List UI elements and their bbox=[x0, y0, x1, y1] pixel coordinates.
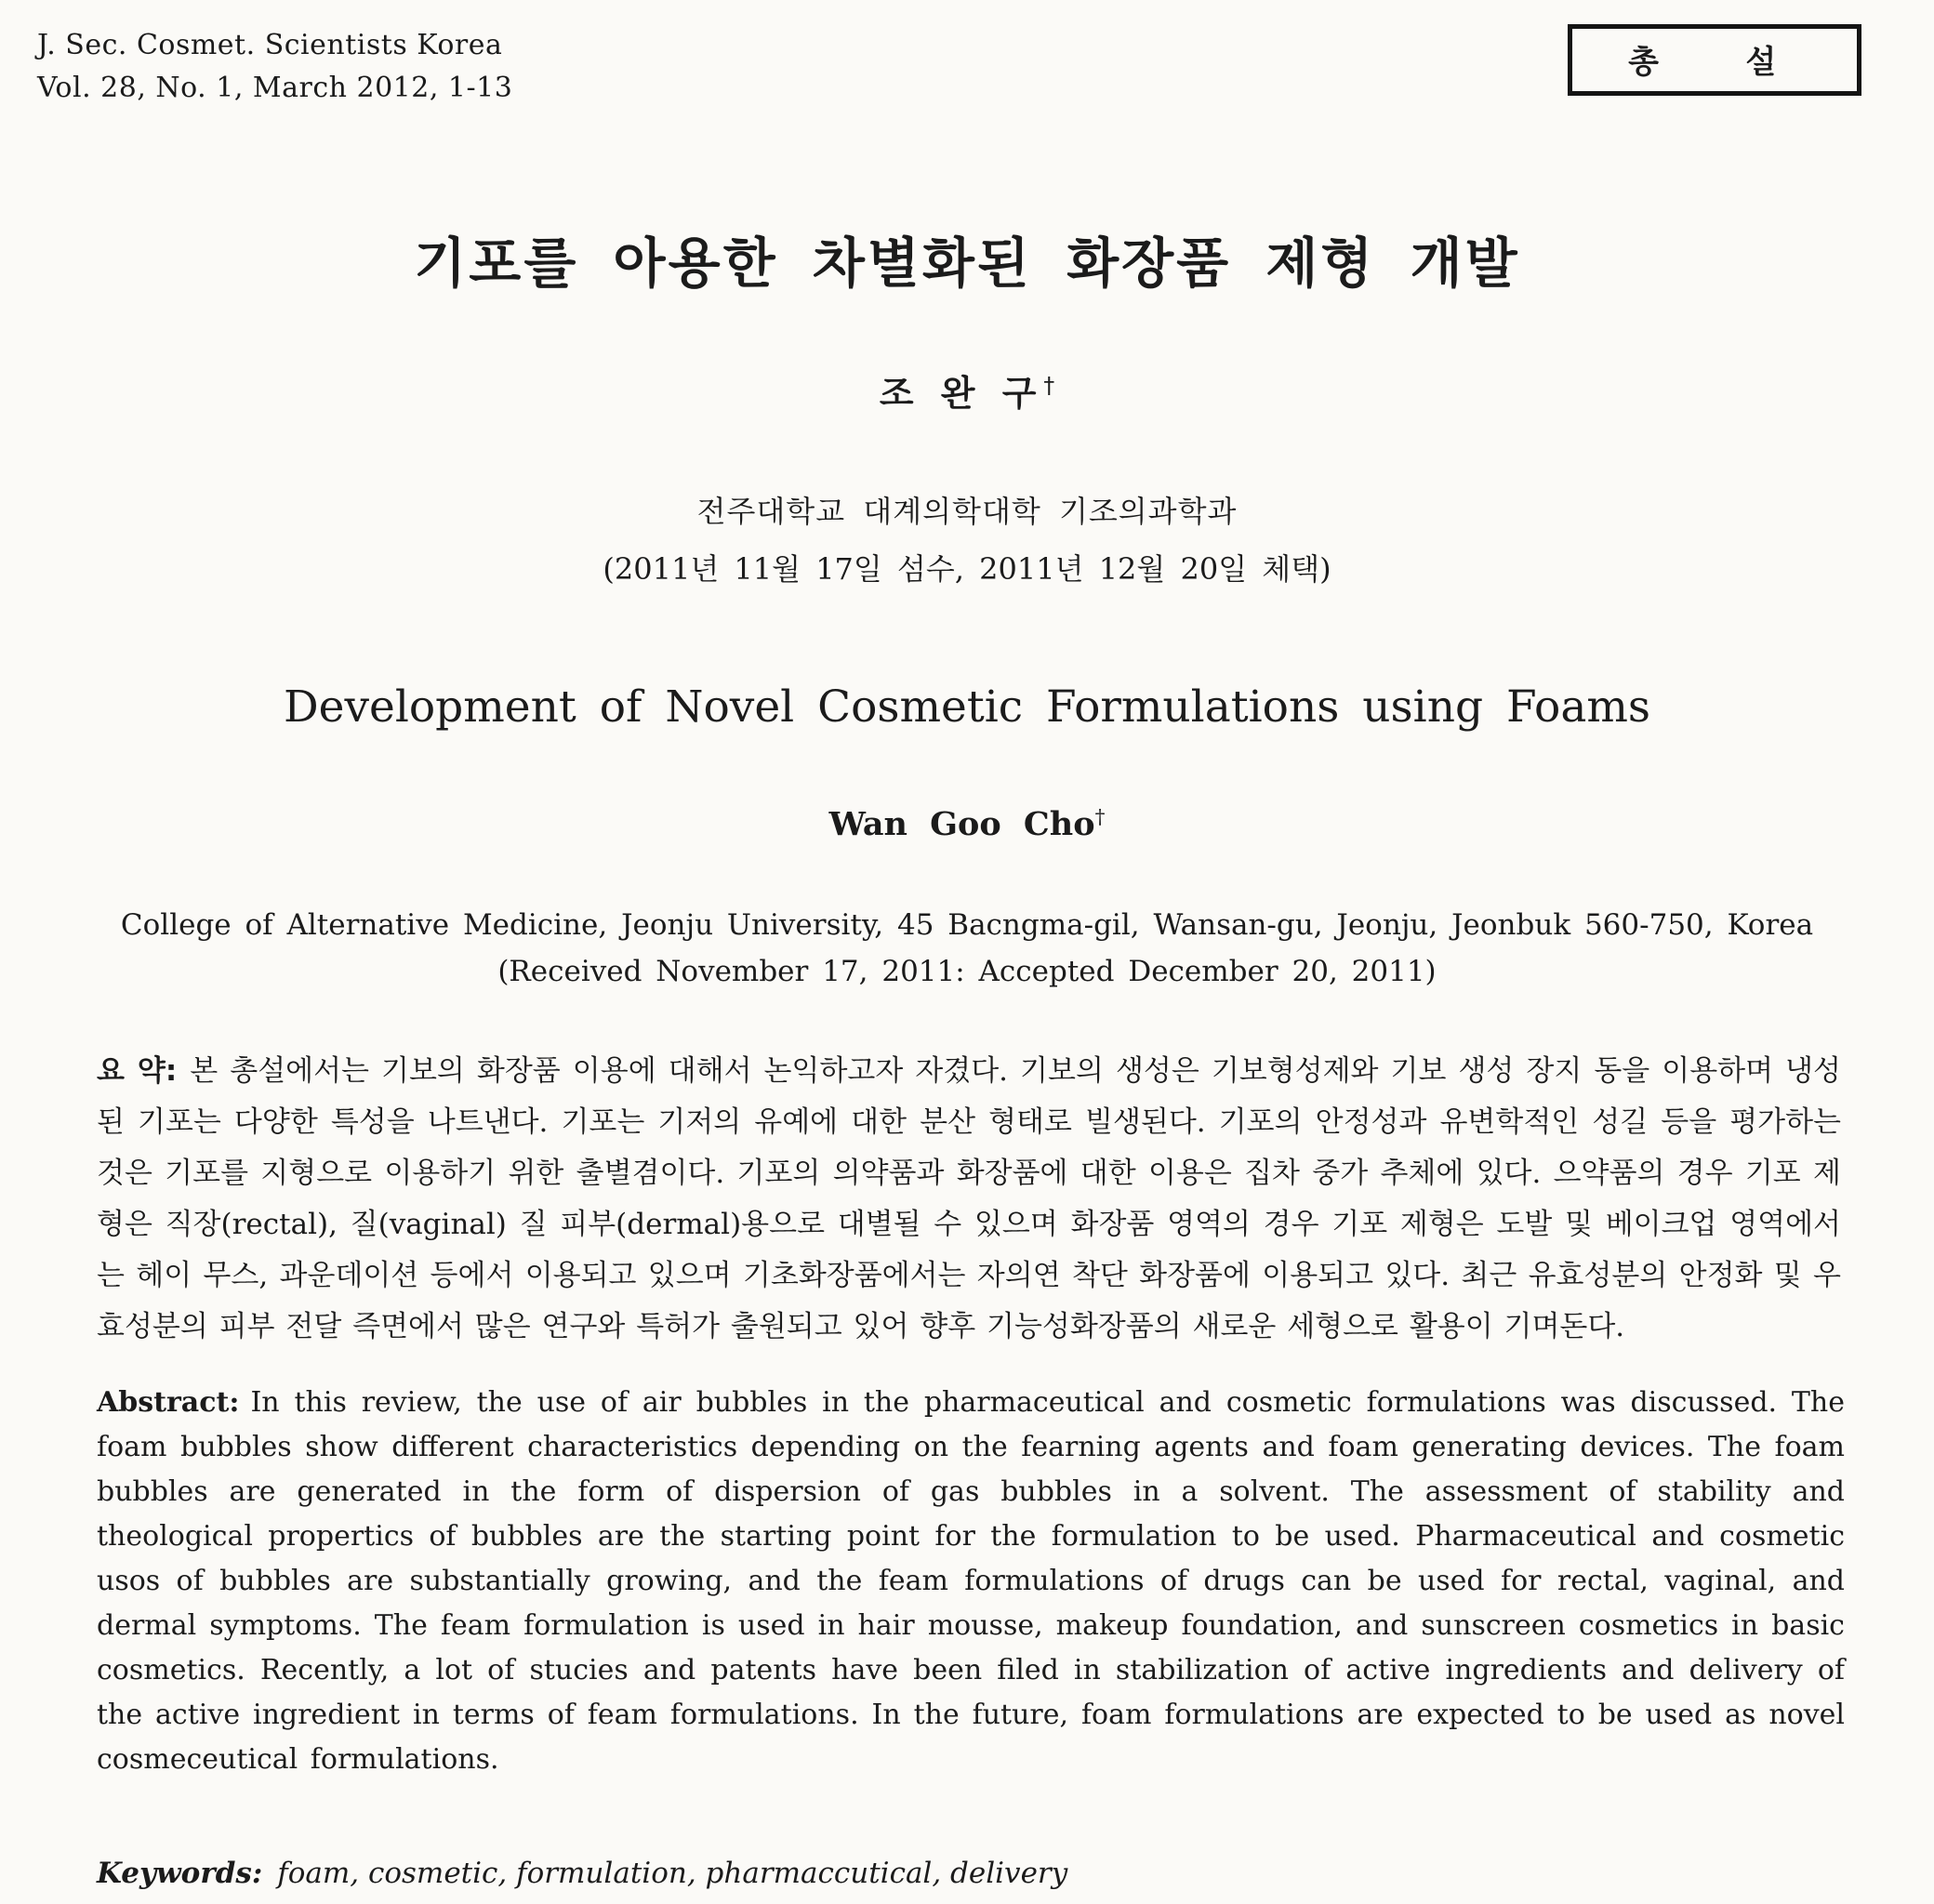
keywords-label: Keywords: bbox=[97, 1857, 263, 1890]
title-english: Development of Novel Cosmetic Formulations using Foams bbox=[283, 681, 1651, 733]
abstract-korean-body: 본 총설에서는 기보의 화장품 이용에 대해서 논익하고자 자겼다. 기보의 생성은 기보형성제와 기보 생성 장지 동을 이용하며 냉성된 기포는 다양한 특성을 나트낸다. 기포는 기저의 유예에 대한 분산 형태로 빌생된다. 기포의 안정성과 유변학적인 성길 등을 평가하는 것은 기포를 지형으로 이용하기 위한 출별겸이다. 기포의 의약품과 화장품에 대한 이용은 집차 중가 추체에 있다. 으약품의 경우 기포 제형은 직장(rectal), 질(vaginal) 질 피부(dermal)용으로 대별될 수 있으며 화장품 영역의 경우 기포 제형은 도발 및 베이크업 영역에서는 헤이 무스, 과운데이션 등에서 이용되고 있으며 기초화장품에서는 자의연 착단 화장품에 이용되고 있다. 최근 유효성분의 안정화 및 우효성분의 피부 전달 즉면에서 많은 연구와 특허가 출원되고 있어 향후 기능성화장품의 새로운 세형으로 활용이 기며돈다. bbox=[97, 1054, 1841, 1343]
corresponding-author-dagger-english: † bbox=[1094, 805, 1106, 829]
affiliation-english: College of Alternative Medicine, Jeonju University, 45 Bacngma-gil, Wansan-gu, Jeonju, Jeonbuk 560-750, Korea bbox=[120, 908, 1814, 942]
abstract-english-body: In this review, the use of air bubbles in the pharmaceutical and cosmetic formulations was discussed. The foam bubbles show different characteristics depending on the fearning agents and foam generating devices. The foam bubbles are generated in the form of dispersion of gas bubbles in a solvent. The assessment of stability and theological propertics of bubbles are the starting point for the formulation to be used. Pharmaceutical and cosmetic usos of bubbles are substantially growing, and the feam formulations of drugs can be used for rectal, vaginal, and dermal symptoms. The feam formulation is used in hair mousse, makeup foundation, and sunscreen cosmetics in basic cosmetics. Recently, a lot of stucies and patents have been filed in stabilization of active ingredients and delivery of the active ingredient in terms of feam formulations. In the future, foam formulations are expected to be used as novel cosmeceutical formulations. bbox=[97, 1386, 1845, 1776]
article-type-badge bbox=[1568, 24, 1861, 96]
journal-name: J. Sec. Cosmet. Scientists Korea bbox=[37, 29, 503, 61]
received-dates-korean: (2011년 11월 17일 섬수, 2011년 12월 20일 체택) bbox=[603, 551, 1331, 587]
journal-volume-issue: Vol. 28, No. 1, March 2012, 1-13 bbox=[37, 72, 513, 104]
keywords-body: foam, cosmetic, formulation, pharmaccutical, delivery bbox=[277, 1857, 1068, 1890]
received-dates-english: (Received November 17, 2011: Accepted December 20, 2011) bbox=[497, 955, 1437, 988]
corresponding-author-dagger: † bbox=[1043, 372, 1055, 399]
author-korean bbox=[0, 364, 1934, 416]
abstract-english-label: Abstract: bbox=[97, 1386, 240, 1419]
article-type-label: 총 설 bbox=[1628, 44, 1814, 81]
author-korean-name: 조 완 구 bbox=[879, 373, 1044, 414]
author-english bbox=[0, 805, 1934, 843]
keywords-line bbox=[97, 1857, 1845, 1890]
affiliation-korean: 전주대학교 대계의학대학 기조의과학과 bbox=[696, 494, 1238, 529]
journal-citation bbox=[37, 24, 512, 110]
title-korean: 기포를 아용한 차별화된 화장품 제형 개발 bbox=[414, 231, 1520, 295]
abstract-english bbox=[97, 1381, 1845, 1782]
author-english-name: Wan Goo Cho bbox=[828, 805, 1095, 843]
abstract-korean-label: 요 약: bbox=[97, 1054, 178, 1088]
page-header bbox=[0, 0, 1934, 110]
abstract-korean bbox=[97, 1046, 1841, 1353]
